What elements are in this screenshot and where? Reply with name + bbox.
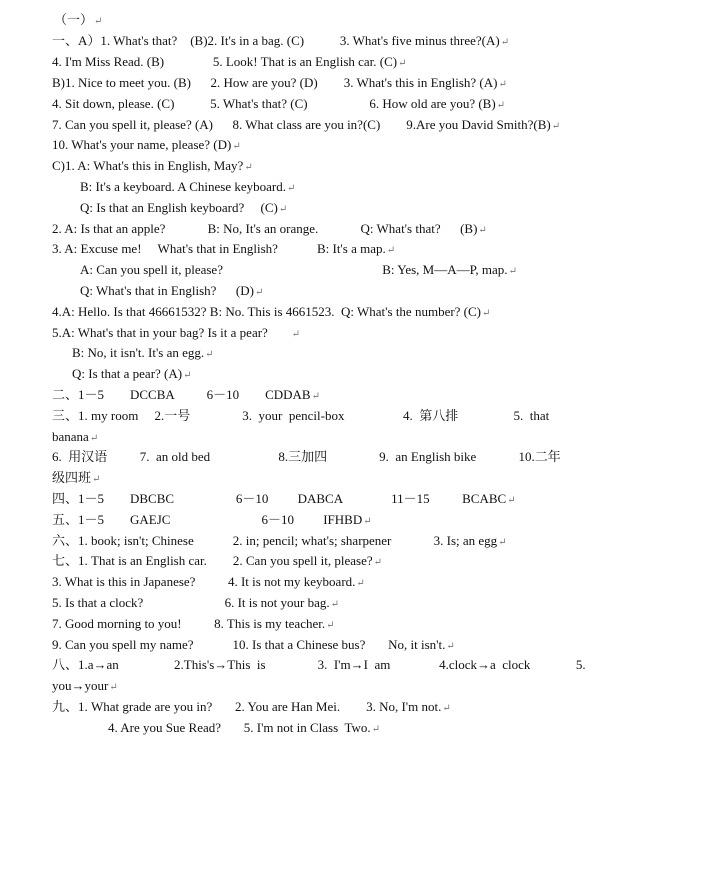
text-line [80, 262, 517, 280]
text-line: 八、1.a→an 2.This's→This is 3. I'm→I am 4.clock→a clock 5. [52, 657, 586, 672]
text-line [52, 699, 451, 717]
paragraph-mark-icon: ↵ [356, 578, 365, 589]
text-line [52, 533, 507, 551]
paragraph-mark-icon: ↵ [286, 183, 296, 194]
text-line [52, 158, 253, 176]
line-text: （一） [54, 12, 94, 27]
text-line [52, 221, 487, 239]
line-text: 7. Can you spell it, please? (A) 8. What class are you in?(C) 9.Are you David Smith?(B) [52, 117, 551, 132]
paragraph-mark-icon: ↵ [109, 682, 118, 693]
line-text: Q: What's that in English? (D) [80, 283, 254, 298]
paragraph-mark-icon: ↵ [244, 162, 253, 173]
text-line [52, 75, 507, 93]
paragraph-mark-icon: ↵ [92, 474, 101, 485]
text-line [52, 429, 98, 447]
text-line [52, 512, 372, 530]
paragraph-mark-icon: ↵ [498, 79, 507, 90]
paragraph-mark-icon: ↵ [386, 245, 396, 256]
paragraph-mark-icon: ↵ [446, 641, 455, 652]
paragraph-mark-icon: ↵ [373, 557, 382, 568]
line-text: 3. What is this in Japanese? 4. It is not my keyboard. [52, 574, 356, 589]
paragraph-mark-icon: ↵ [254, 287, 264, 298]
text-line [80, 200, 287, 218]
section-title [54, 12, 102, 30]
line-text: Q: Is that an English keyboard? (C) [80, 200, 278, 215]
paragraph-mark-icon: ↵ [498, 537, 507, 548]
line-text: B: It's a keyboard. A Chinese keyboard. [80, 179, 286, 194]
line-text: 九、1. What grade are you in? 2. You are Han Mei. 3. No, I'm not. [52, 699, 442, 714]
paragraph-mark-icon: ↵ [94, 16, 103, 27]
paragraph-mark-icon: ↵ [507, 495, 516, 506]
paragraph-mark-icon: ↵ [89, 433, 99, 444]
text-line [52, 54, 407, 72]
text-line [108, 720, 380, 738]
line-text: B)1. Nice to meet you. (B) 2. How are you? (D) 3. What's this in English? (A) [52, 75, 498, 90]
line-text: C)1. A: What's this in English, May? [52, 158, 244, 173]
paragraph-mark-icon: ↵ [311, 391, 320, 402]
line-text: 10. What's your name, please? (D) [52, 137, 232, 152]
line-text: A: Can you spell it, please? B: Yes, M—A—P, map. [80, 262, 508, 277]
line-text: 七、1. That is an English car. 2. Can you spell it, please? [52, 553, 373, 568]
text-line: 三、1. my room 2.一号 3. your pencil-box 4. 第八排 5. that [52, 408, 550, 423]
text-line [80, 283, 263, 301]
paragraph-mark-icon: ↵ [278, 204, 288, 215]
paragraph-mark-icon: ↵ [183, 370, 192, 381]
line-text: 9. Can you spell my name? 10. Is that a Chinese bus? No, it isn't. [52, 637, 446, 652]
line-text: 2. A: Is that an apple? B: No, It's an orange. Q: What's that? (B) [52, 221, 478, 236]
text-line [52, 117, 560, 135]
paragraph-mark-icon: ↵ [482, 308, 491, 319]
paragraph-mark-icon: ↵ [291, 329, 300, 340]
paragraph-mark-icon: ↵ [478, 225, 487, 236]
line-text: 4. I'm Miss Read. (B) 5. Look! That is an English car. (C) [52, 54, 398, 69]
line-text: 5. Is that a clock? 6. It is not your bag. [52, 595, 330, 610]
line-text: Q: Is that a pear? (A) [72, 366, 183, 381]
line-text: banana [52, 429, 89, 444]
line-text: 7. Good morning to you! 8. This is my teacher. [52, 616, 326, 631]
text-line [72, 345, 214, 363]
paragraph-mark-icon: ↵ [330, 599, 340, 610]
paragraph-mark-icon: ↵ [398, 58, 407, 69]
text-line [52, 325, 300, 343]
paragraph-mark-icon: ↵ [442, 703, 451, 714]
text-line [72, 366, 191, 384]
paragraph-mark-icon: ↵ [371, 724, 381, 735]
line-text: 四、1－5 DBCBC 6－10 DABCA 11－15 BCABC [52, 491, 507, 506]
text-line [52, 241, 395, 259]
line-text: 一、A）1. What's that? (B)2. It's in a bag. (C) 3. What's five minus three?(A) [52, 33, 500, 48]
paragraph-mark-icon: ↵ [363, 516, 372, 527]
text-line [52, 616, 335, 634]
line-text: 3. A: Excuse me! What's that in English? B: It's a map. [52, 241, 386, 256]
paragraph-mark-icon: ↵ [508, 266, 517, 277]
text-line [52, 595, 339, 613]
paragraph-mark-icon: ↵ [326, 620, 335, 631]
line-text: you→your [52, 678, 109, 693]
line-text: 4.A: Hello. Is that 46661532? B: No. This is 4661523. Q: What's the number? (C) [52, 304, 482, 319]
line-text: 二、1－5 DCCBA 6－10 CDDAB [52, 387, 311, 402]
text-line [52, 33, 509, 51]
text-line [52, 553, 382, 571]
text-line [52, 96, 505, 114]
text-line: 6. 用汉语 7. an old bed 8.三加四 9. an English bike 10.二年 [52, 449, 561, 464]
text-line [52, 137, 241, 155]
line-text: 5.A: What's that in your bag? Is it a pear? [52, 325, 291, 340]
text-line [80, 179, 295, 197]
line-text: B: No, it isn't. It's an egg. [72, 345, 205, 360]
text-line [52, 574, 365, 592]
text-line [52, 491, 516, 509]
text-line [52, 678, 118, 696]
paragraph-mark-icon: ↵ [500, 37, 510, 48]
paragraph-mark-icon: ↵ [205, 349, 214, 360]
text-line [52, 387, 320, 405]
line-text: 4. Sit down, please. (C) 5. What's that? (C) 6. How old are you? (B) [52, 96, 496, 111]
paragraph-mark-icon: ↵ [551, 121, 561, 132]
line-text: 4. Are you Sue Read? 5. I'm not in Class Two. [108, 720, 371, 735]
line-text: 六、1. book; isn't; Chinese 2. in; pencil; what's; sharpener 3. Is; an egg [52, 533, 498, 548]
text-line [52, 637, 455, 655]
text-line [52, 304, 490, 322]
line-text: 五、1－5 GAEJC 6－10 IFHBD [52, 512, 363, 527]
paragraph-mark-icon: ↵ [496, 100, 506, 111]
text-line [52, 470, 100, 488]
line-text: 级四班 [52, 470, 92, 485]
paragraph-mark-icon: ↵ [232, 141, 241, 152]
